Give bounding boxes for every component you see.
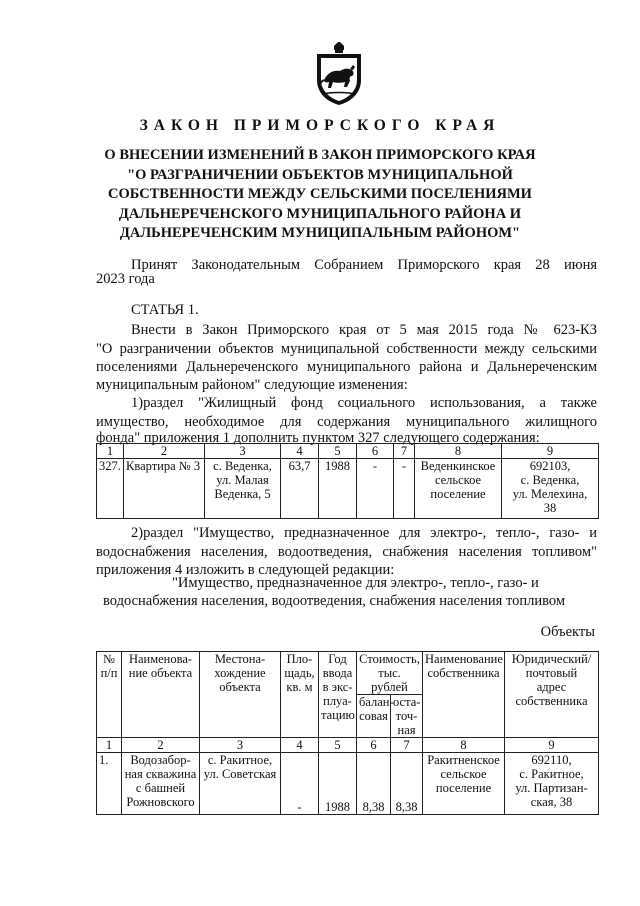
column-number: 3 xyxy=(205,444,281,459)
article-intro-line: муниципальным районом" следующие изменения: xyxy=(96,377,408,393)
table-row xyxy=(97,753,599,815)
column-number: 1 xyxy=(97,444,124,459)
item2-line: водоснабжения населения, водоотведения, снабжения населения топливом" xyxy=(96,544,597,560)
cell-area: 63,7 xyxy=(281,459,319,519)
header-location: Местона- хождение объекта xyxy=(200,652,281,738)
cell-residual: 8,38 xyxy=(391,753,423,815)
item1-line: имущество, необходимое для содержания муниципального жилищного xyxy=(96,414,597,430)
header-residual: оста- точ- ная xyxy=(391,695,423,738)
cell-year: 1988 xyxy=(319,459,357,519)
cell-year: 1988 xyxy=(319,753,357,815)
column-number: 8 xyxy=(415,444,502,459)
column-number: 6 xyxy=(357,444,394,459)
table-number-row xyxy=(97,738,599,753)
item1-line: 1)раздел "Жилищный фонд социального использования, а также xyxy=(131,395,597,411)
law-name-line: СОБСТВЕННОСТИ МЕЖДУ СЕЛЬСКИМИ ПОСЕЛЕНИЯМИ xyxy=(108,186,532,202)
header-name: Наименова- ние объекта xyxy=(122,652,200,738)
item2-line: 2)раздел "Имущество, предназначенное для электро-, тепло-, газо- и xyxy=(131,525,597,541)
column-number: 9 xyxy=(502,444,599,459)
article-intro-line: "О разграничении объектов муниципальной собственности между сельскими xyxy=(96,341,597,357)
objects-label: Объекты xyxy=(540,624,595,640)
cell-address: 692110, с. Ракитное, ул. Партизан- ская, 38 xyxy=(505,753,599,815)
cell-location: с. Ракитное, ул. Советская xyxy=(200,753,281,815)
cell-balance: - xyxy=(357,459,394,519)
cell-name: Квартира № 3 xyxy=(124,459,205,519)
adopted-line: 2023 года xyxy=(96,271,155,287)
cell-area: - xyxy=(281,753,319,815)
item2-line: приложения 4 изложить в следующей редакции: xyxy=(96,562,395,578)
column-number: 5 xyxy=(319,444,357,459)
coat-of-arms-icon xyxy=(314,40,364,106)
column-number: 8 xyxy=(423,738,505,753)
cell-owner: Веденкинское сельское поселение xyxy=(415,459,502,519)
column-number: 3 xyxy=(200,738,281,753)
header-balance: балан- совая xyxy=(357,695,391,738)
law-name xyxy=(60,146,580,244)
column-number: 2 xyxy=(122,738,200,753)
table-header-row xyxy=(97,444,599,459)
header-num: № п/п xyxy=(97,652,122,738)
column-number: 6 xyxy=(357,738,391,753)
law-name-line: О ВНЕСЕНИИ ИЗМЕНЕНИЙ В ЗАКОН ПРИМОРСКОГО КРАЯ xyxy=(104,147,536,163)
table-row xyxy=(97,459,599,519)
header-area: Пло- щадь, кв. м xyxy=(281,652,319,738)
cell-residual: - xyxy=(394,459,415,519)
cell-address: 692103, с. Веденка, ул. Мелехина, 38 xyxy=(502,459,599,519)
table-apartment xyxy=(96,443,599,519)
cell-name: Водозабор- ная скважина с башней Рожновского xyxy=(122,753,200,815)
table-objects xyxy=(96,651,599,815)
cell-num: 327. xyxy=(97,459,124,519)
law-title: ЗАКОН ПРИМОРСКОГО КРАЯ xyxy=(139,117,501,134)
law-name-line: ДАЛЬНЕРЕЧЕНСКИМ МУНИЦИПАЛЬНЫМ РАЙОНОМ" xyxy=(119,225,521,241)
column-number: 9 xyxy=(505,738,599,753)
column-number: 7 xyxy=(391,738,423,753)
adopted-line: Принят Законодательным Собранием Приморского края 28 июня xyxy=(131,257,597,273)
quote-line: водоснабжения населения, водоотведения, снабжения населения топливом xyxy=(103,593,566,609)
law-name-line: "О РАЗГРАНИЧЕНИИ ОБЪЕКТОВ МУНИЦИПАЛЬНОЙ xyxy=(127,166,513,183)
quote-line: "Имущество, предназначенное для электро-, тепло-, газо- и xyxy=(172,575,539,591)
law-name-line: ДАЛЬНЕРЕЧЕНСКОГО МУНИЦИПАЛЬНОГО РАЙОНА И xyxy=(118,205,522,222)
cell-owner: Ракитненское сельское поселение xyxy=(423,753,505,815)
header-address: Юридический/ почтовый адрес собственника xyxy=(505,652,599,738)
article-heading: СТАТЬЯ 1. xyxy=(131,302,199,318)
header-cost: Стоимость, тыс. рублей xyxy=(357,652,423,695)
cell-balance: 8,38 xyxy=(357,753,391,815)
column-number: 5 xyxy=(319,738,357,753)
column-number: 2 xyxy=(124,444,205,459)
column-number: 4 xyxy=(281,444,319,459)
column-number: 4 xyxy=(281,738,319,753)
column-number: 7 xyxy=(394,444,415,459)
cell-location: с. Веденка, ул. Малая Веденка, 5 xyxy=(205,459,281,519)
header-year: Год ввода в экс- плуа- тацию xyxy=(319,652,357,738)
item1-line: фонда" приложения 1 дополнить пунктом 327 следующего содержания: xyxy=(96,430,540,446)
header-owner: Наименование собственника xyxy=(423,652,505,738)
cell-num: 1. xyxy=(97,753,122,815)
table-header-row xyxy=(97,652,599,695)
column-number: 1 xyxy=(97,738,122,753)
article-intro-line: поселениями Дальнереченского муниципального района и Дальнереченским xyxy=(96,359,597,375)
article-intro-line: Внести в Закон Приморского края от 5 мая 2015 года № 623-КЗ xyxy=(131,322,597,338)
